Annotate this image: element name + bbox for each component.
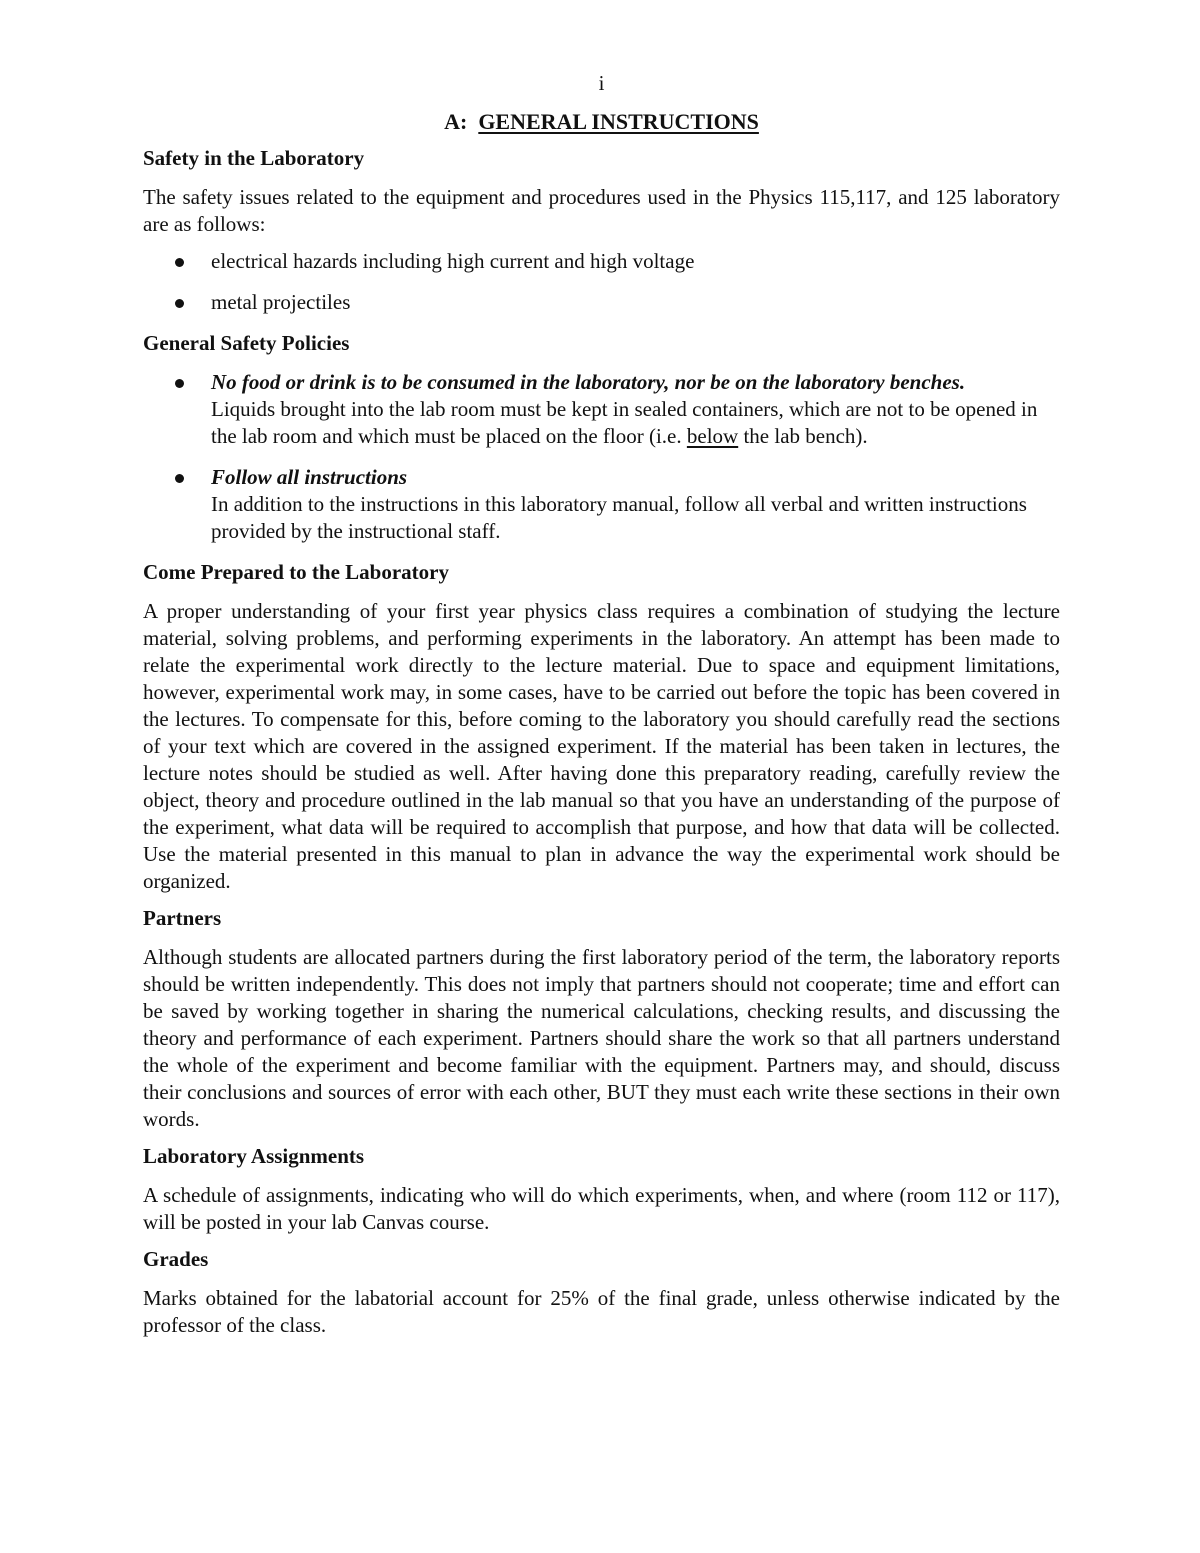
list-item [143, 248, 1060, 275]
policy-text: In addition to the instructions in this laboratory manual, follow all verbal and written instructions provided by the instructional staff. [211, 492, 1027, 543]
policy-underlined-word: below [686, 424, 739, 448]
partners-body: Although students are allocated partners during the first laboratory period of the term, the laboratory reports should be written independently. This does not imply that partners should not cooperate; time and effort can be saved by working together in sharing the numerical calculations, checking results, and discussing the theory and performance of each experiment. Partners should share the work so that all partners understand the whole of the experiment and become familiar with the equipment. Partners may, and should, discuss their conclusions and sources of error with each other, BUT they must each write these sections in their own words. [143, 945, 1060, 1131]
title-prefix: A: [444, 109, 468, 134]
prepared-heading: Come Prepared to the Laboratory [143, 560, 449, 584]
bullet-icon [175, 299, 184, 308]
hazard-text: metal projectiles [211, 290, 351, 314]
policies-list [143, 369, 1060, 545]
page-number: i [598, 71, 605, 95]
safety-heading: Safety in the Laboratory [143, 146, 365, 170]
safety-hazard-list [143, 248, 1060, 316]
assignments-heading: Laboratory Assignments [143, 1144, 365, 1168]
policy-text-before: Liquids brought into the lab room must be kept in sealed containers, which are not to be opened in the lab room and which must be placed on the floor (i.e. [211, 397, 1038, 448]
hazard-text: electrical hazards including high current and high voltage [211, 249, 695, 273]
grades-heading: Grades [143, 1247, 209, 1271]
bullet-icon [175, 379, 184, 388]
list-item [143, 369, 1060, 450]
document-page [143, 70, 1060, 1349]
assignments-body: A schedule of assignments, indicating who will do which experiments, when, and where (room 112 or 117), will be posted in your lab Canvas course. [143, 1183, 1060, 1234]
policies-heading: General Safety Policies [143, 331, 350, 355]
safety-intro: The safety issues related to the equipment and procedures used in the Physics 115,117, and 125 laboratory are as follows: [143, 185, 1060, 236]
grades-body: Marks obtained for the labatorial account for 25% of the final grade, unless otherwise indicated by the professor of the class. [143, 1286, 1060, 1337]
list-item [143, 464, 1060, 545]
document-title [143, 108, 1060, 135]
policy-emphasis: No food or drink is to be consumed in the laboratory, nor be on the laboratory benches. [211, 370, 966, 394]
prepared-body: A proper understanding of your first year physics class requires a combination of studying the lecture material, solving problems, and performing experiments in the laboratory. An attempt has been made to relate the experimental work directly to the lecture material. Due to space and equipment limitations, however, experimental work may, in some cases, have to be carried out before the topic has been covered in the lectures. To compensate for this, before coming to the laboratory you should carefully read the sections of your text which are covered in the assigned experiment. If the material has been taken in lectures, the lecture notes should be studied as well. After having done this preparatory reading, carefully review the object, theory and procedure outlined in the lab manual so that you have an understanding of the purpose of the experiment, what data will be required to accomplish that purpose, and how that data will be collected. Use the material presented in this manual to plan in advance the way the experimental work should be organized. [143, 599, 1060, 893]
partners-heading: Partners [143, 906, 222, 930]
policy-emphasis: Follow all instructions [211, 465, 408, 489]
bullet-icon [175, 474, 184, 483]
list-item [143, 289, 1060, 316]
policy-text-after: the lab bench). [738, 424, 868, 448]
title-text: GENERAL INSTRUCTIONS [478, 109, 759, 134]
bullet-icon [175, 258, 184, 267]
